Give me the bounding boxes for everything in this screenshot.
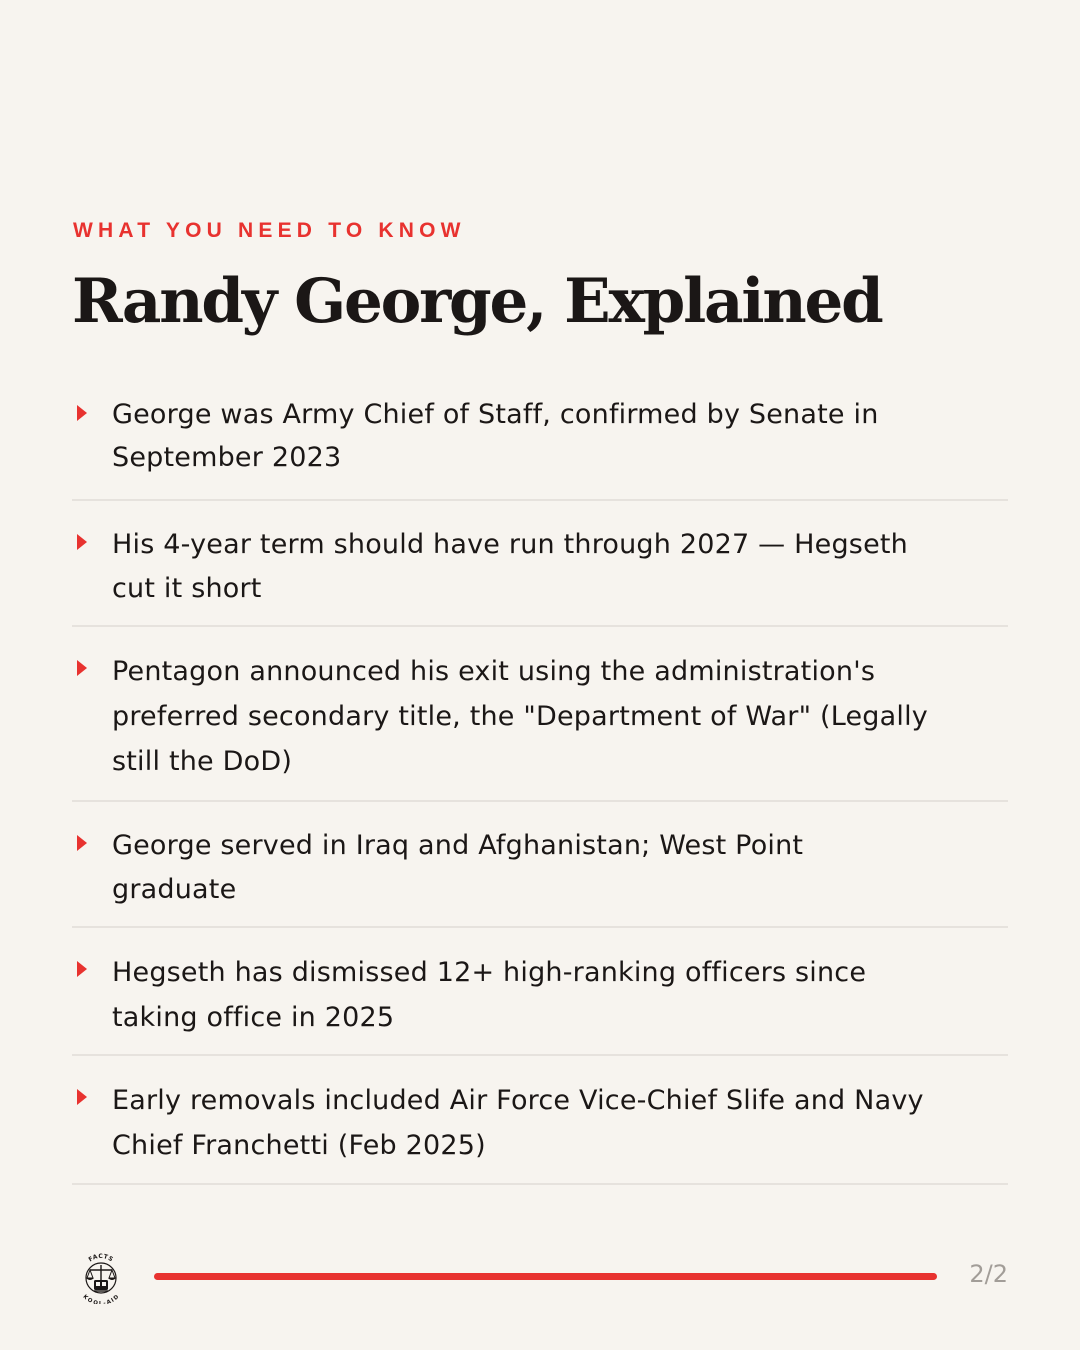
facts-kool-aid-logo bbox=[78, 1248, 124, 1304]
list-item bbox=[72, 928, 1008, 1056]
list-item bbox=[72, 1056, 1008, 1185]
list-item-line: His 4-year term should have run through 2027 — Hegseth bbox=[112, 529, 908, 560]
list-item-text bbox=[112, 393, 1008, 479]
list-item-line: still the DoD) bbox=[112, 746, 293, 777]
list-item-line: George served in Iraq and Afghanistan; West Point bbox=[112, 830, 804, 861]
bullet-triangle-icon bbox=[77, 405, 87, 421]
list-item bbox=[72, 627, 1008, 802]
list-item-line: Chief Franchetti (Feb 2025) bbox=[112, 1130, 486, 1161]
page-indicator: 2/2 bbox=[969, 1260, 1008, 1288]
svg-text:FACTS bbox=[87, 1253, 114, 1263]
list-item-line: Early removals included Air Force Vice-Chief Slife and Navy bbox=[112, 1085, 924, 1116]
progress-bar bbox=[154, 1273, 937, 1280]
list-item-text bbox=[112, 637, 1008, 784]
list-item-line: cut it short bbox=[112, 573, 262, 604]
list-item-line: Pentagon announced his exit using the administration's bbox=[112, 656, 876, 687]
list-item bbox=[72, 802, 1008, 928]
list-item-text bbox=[112, 812, 1008, 912]
list-item-line: George was Army Chief of Staff, confirmed by Senate in bbox=[112, 399, 879, 430]
list-item-line: taking office in 2025 bbox=[112, 1002, 395, 1033]
bullet-triangle-icon bbox=[77, 534, 87, 550]
eyebrow-label: WHAT YOU NEED TO KNOW bbox=[73, 219, 466, 242]
bullet-triangle-icon bbox=[77, 660, 87, 676]
list-item-line: Hegseth has dismissed 12+ high-ranking officers since bbox=[112, 957, 867, 988]
list-item-text bbox=[112, 511, 1008, 611]
list-item-line: graduate bbox=[112, 874, 237, 905]
logo-text-top: FACTS bbox=[87, 1252, 115, 1264]
fact-list bbox=[72, 383, 1008, 1185]
footer bbox=[0, 1240, 1080, 1312]
progress-bar-fill bbox=[154, 1273, 937, 1280]
svg-text:KOOL-AID bbox=[81, 1294, 120, 1304]
bullet-triangle-icon bbox=[77, 961, 87, 977]
page-title: Randy George, Explained bbox=[72, 266, 882, 337]
list-item bbox=[72, 501, 1008, 627]
logo-text-bottom: KOOL-AID bbox=[81, 1293, 121, 1304]
list-item-text bbox=[112, 938, 1008, 1040]
bullet-triangle-icon bbox=[77, 835, 87, 851]
list-item-line: preferred secondary title, the "Department of War" (Legally bbox=[112, 701, 928, 732]
list-item-line: September 2023 bbox=[112, 442, 342, 473]
list-item-text bbox=[112, 1066, 1008, 1168]
bullet-triangle-icon bbox=[77, 1089, 87, 1105]
list-item bbox=[72, 383, 1008, 501]
